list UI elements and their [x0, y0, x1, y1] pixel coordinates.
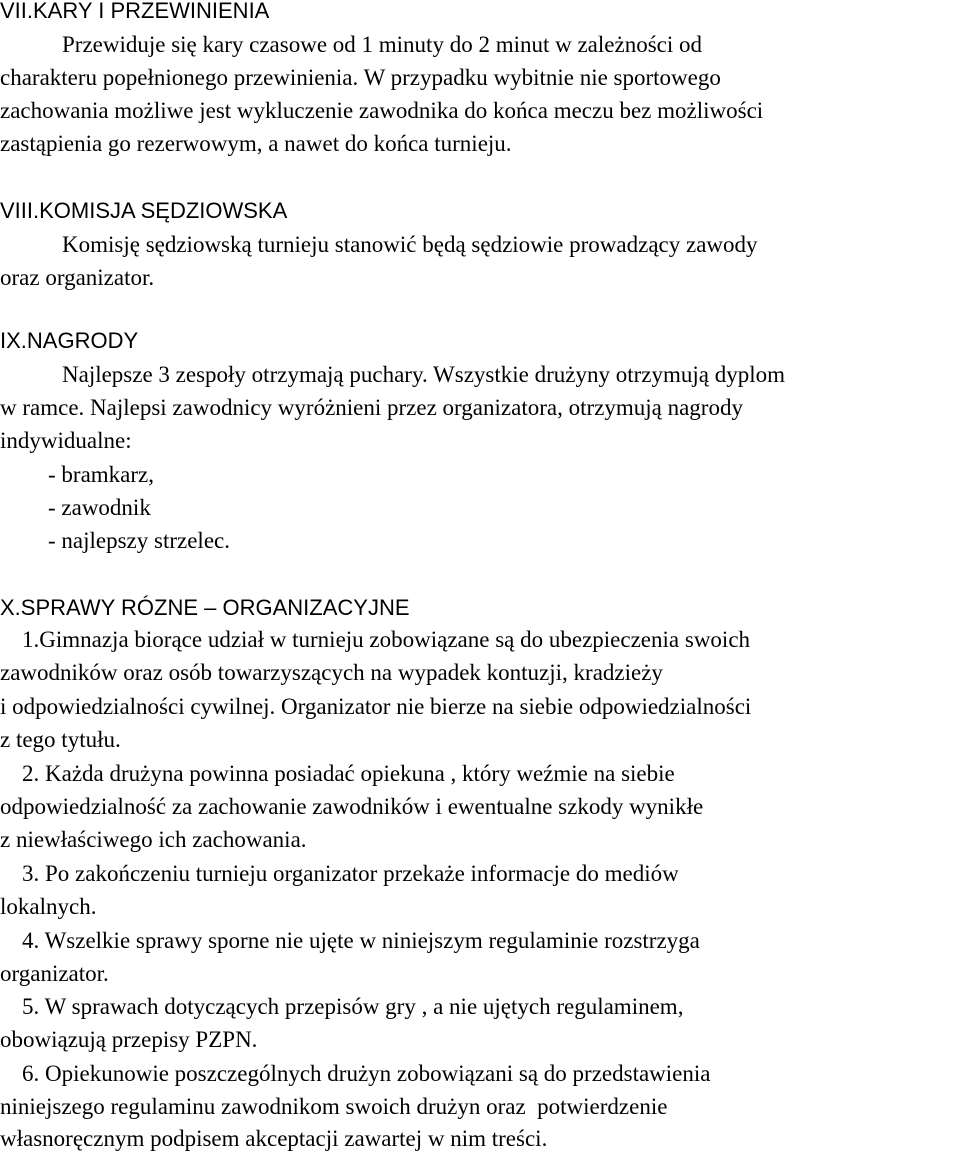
section-heading-kary: VII.KARY I PRZEWINIENIA	[0, 0, 270, 23]
paragraph-line: z niewłaściwego ich zachowania.	[0, 827, 307, 852]
paragraph-line: Najlepsze 3 zespoły otrzymają puchary. Wszystkie drużyny otrzymują dyplom	[62, 362, 786, 387]
paragraph-line: lokalnych.	[0, 894, 97, 919]
paragraph-line: zawodników oraz osób towarzyszących na wypadek kontuzji, kradzieży	[0, 660, 663, 685]
paragraph-line: niniejszego regulaminu zawodnikom swoich drużyn oraz potwierdzenie	[0, 1094, 668, 1119]
list-item: - zawodnik	[48, 495, 151, 520]
paragraph-line: zastąpienia go rezerwowym, a nawet do końca turnieju.	[0, 131, 512, 156]
list-item: - bramkarz,	[48, 462, 154, 487]
paragraph-line: 1.Gimnazja biorące udział w turnieju zobowiązane są do ubezpieczenia swoich	[22, 627, 751, 652]
paragraph-line: zachowania możliwe jest wykluczenie zawodnika do końca meczu bez możliwości	[0, 98, 764, 123]
paragraph-line: indywidualne:	[0, 428, 132, 453]
section-heading-sprawy-rozne: X.SPRAWY RÓZNE – ORGANIZACYJNE	[0, 595, 410, 620]
paragraph-line: 5. W sprawach dotyczących przepisów gry , a nie ujętych regulaminem,	[22, 994, 684, 1019]
paragraph-line: z tego tytułu.	[0, 727, 121, 752]
paragraph-line: odpowiedzialność za zachowanie zawodników i ewentualne szkody wynikłe	[0, 794, 704, 819]
paragraph-line: oraz organizator.	[0, 265, 155, 290]
paragraph-line: obowiązują przepisy PZPN.	[0, 1027, 258, 1052]
list-item: - najlepszy strzelec.	[48, 528, 230, 553]
paragraph-line: 4. Wszelkie sprawy sporne nie ujęte w niniejszym regulaminie rozstrzyga	[22, 928, 700, 953]
paragraph-line: i odpowiedzialności cywilnej. Organizator nie bierze na siebie odpowiedzialności	[0, 694, 752, 719]
paragraph-line: Przewiduje się kary czasowe od 1 minuty do 2 minut w zależności od	[62, 32, 703, 57]
paragraph-line: 3. Po zakończeniu turnieju organizator przekaże informacje do mediów	[22, 861, 679, 886]
paragraph-line: 6. Opiekunowie poszczególnych drużyn zobowiązani są do przedstawienia	[22, 1061, 711, 1086]
paragraph-line: organizator.	[0, 961, 109, 986]
paragraph-line: Komisję sędziowską turnieju stanowić będą sędziowie prowadzący zawody	[62, 232, 758, 257]
section-heading-nagrody: IX.NAGRODY	[0, 328, 139, 353]
paragraph-line: 2. Każda drużyna powinna posiadać opiekuna , który weźmie na siebie	[22, 761, 675, 786]
paragraph-line: w ramce. Najlepsi zawodnicy wyróżnieni przez organizatora, otrzymują nagrody	[0, 395, 743, 420]
section-heading-komisja: VIII.KOMISJA SĘDZIOWSKA	[0, 198, 288, 223]
paragraph-line: własnoręcznym podpisem akceptacji zawartej w nim treści.	[0, 1126, 548, 1151]
paragraph-line: charakteru popełnionego przewinienia. W przypadku wybitnie nie sportowego	[0, 65, 721, 90]
